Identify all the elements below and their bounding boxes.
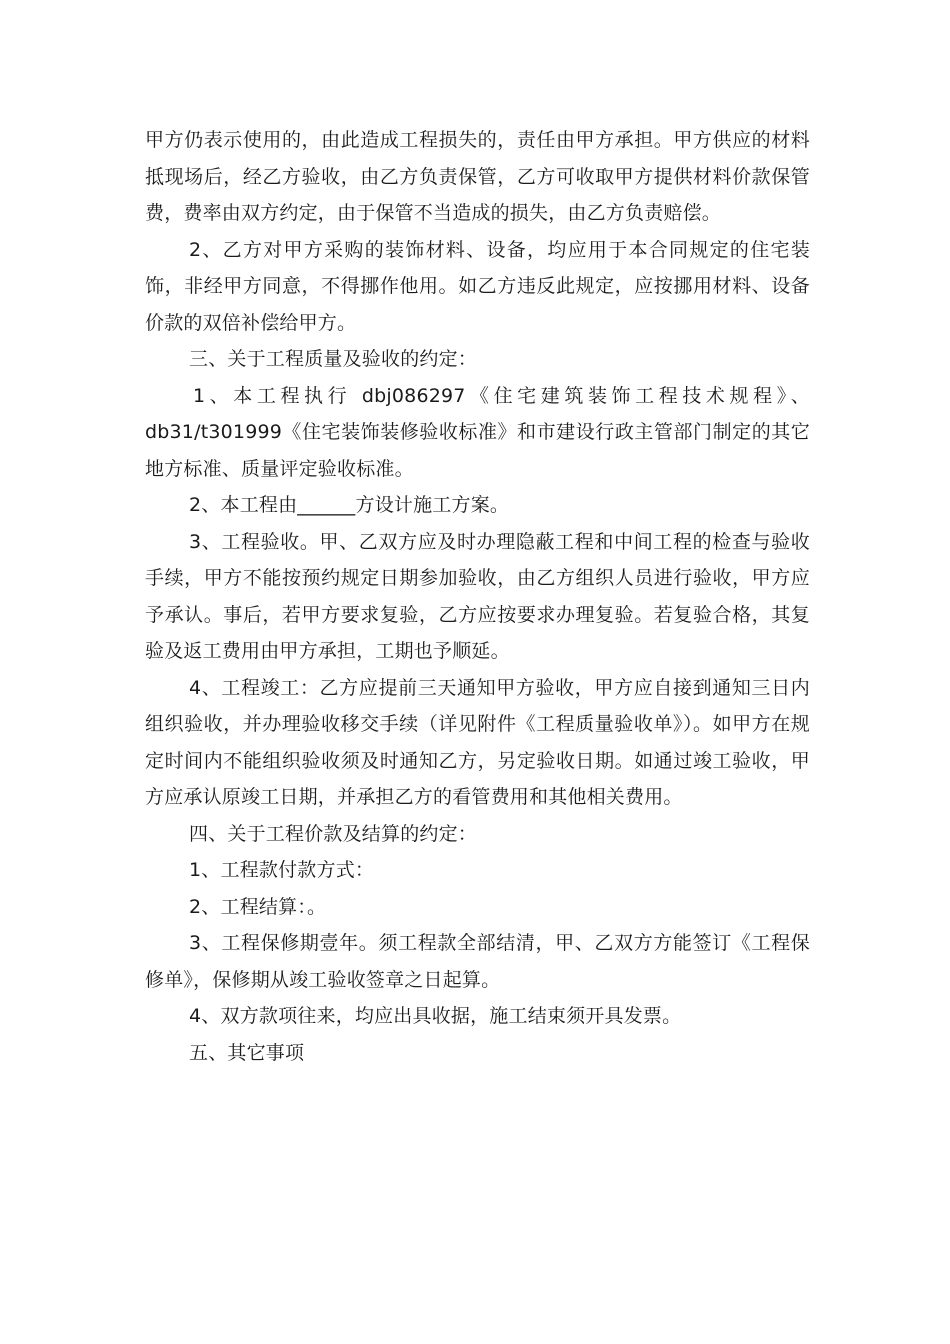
paragraph: 1、工程款付款方式： bbox=[189, 859, 375, 881]
document-body bbox=[145, 122, 810, 1071]
paragraph: 甲方仍表示使用的，由此造成工程损失的，责任由甲方承担。甲方供应的材料抵现场后，经乙方验收，由乙方负责保管，乙方可收取甲方提供材料价款保管费，费率由双方约定，由于保管不当造成的损失，由乙方负责赔偿。 bbox=[145, 129, 810, 224]
section-heading: 三、关于工程质量及验收的约定： bbox=[189, 348, 478, 370]
paragraph: 2、工程结算：。 bbox=[189, 895, 327, 918]
paragraph: 1、本工程执行 dbj086297《住宅建筑装饰工程技术规程》、db31/t301999《住宅装饰装修验收标准》和市建设行政主管部门制定的其它地方标准、质量评定验收标准。 bbox=[145, 384, 810, 480]
section-heading: 四、关于工程价款及结算的约定： bbox=[189, 822, 478, 845]
paragraph: 4、工程竣工：乙方应提前三天通知甲方验收，甲方应自接到通知三日内组织验收，并办理验收移交手续（详见附件《工程质量验收单》）。如甲方在规定时间内不能组织验收须及时通知乙方，另定验收日期。如通过竣工验收，甲方应承认原竣工日期，并承担乙方的看管费用和其他相关费用。 bbox=[145, 676, 810, 808]
paragraph: 3、工程验收。甲、乙双方应及时办理隐蔽工程和中间工程的检查与验收手续，甲方不能按预约规定日期参加验收，由乙方组织人员进行验收，甲方应予承认。事后，若甲方要求复验，乙方应按要求办理复验。若复验合格，其复验及返工费用由甲方承担，工期也予顺延。 bbox=[145, 530, 810, 662]
paragraph: 2、乙方对甲方采购的装饰材料、设备，均应用于本合同规定的住宅装饰，非经甲方同意，不得挪作他用。如乙方违反此规定，应按挪用材料、设备价款的双倍补偿给甲方。 bbox=[145, 238, 810, 334]
paragraph: 3、工程保修期壹年。须工程款全部结清，甲、乙双方方能签订《工程保修单》，保修期从竣工验收签章之日起算。 bbox=[145, 932, 810, 991]
paragraph: 2、本工程由______方设计施工方案。 bbox=[189, 494, 510, 516]
paragraph: 4、双方款项往来，均应出具收据，施工结束须开具发票。 bbox=[189, 1005, 682, 1027]
section-heading: 五、其它事项 bbox=[189, 1041, 305, 1064]
